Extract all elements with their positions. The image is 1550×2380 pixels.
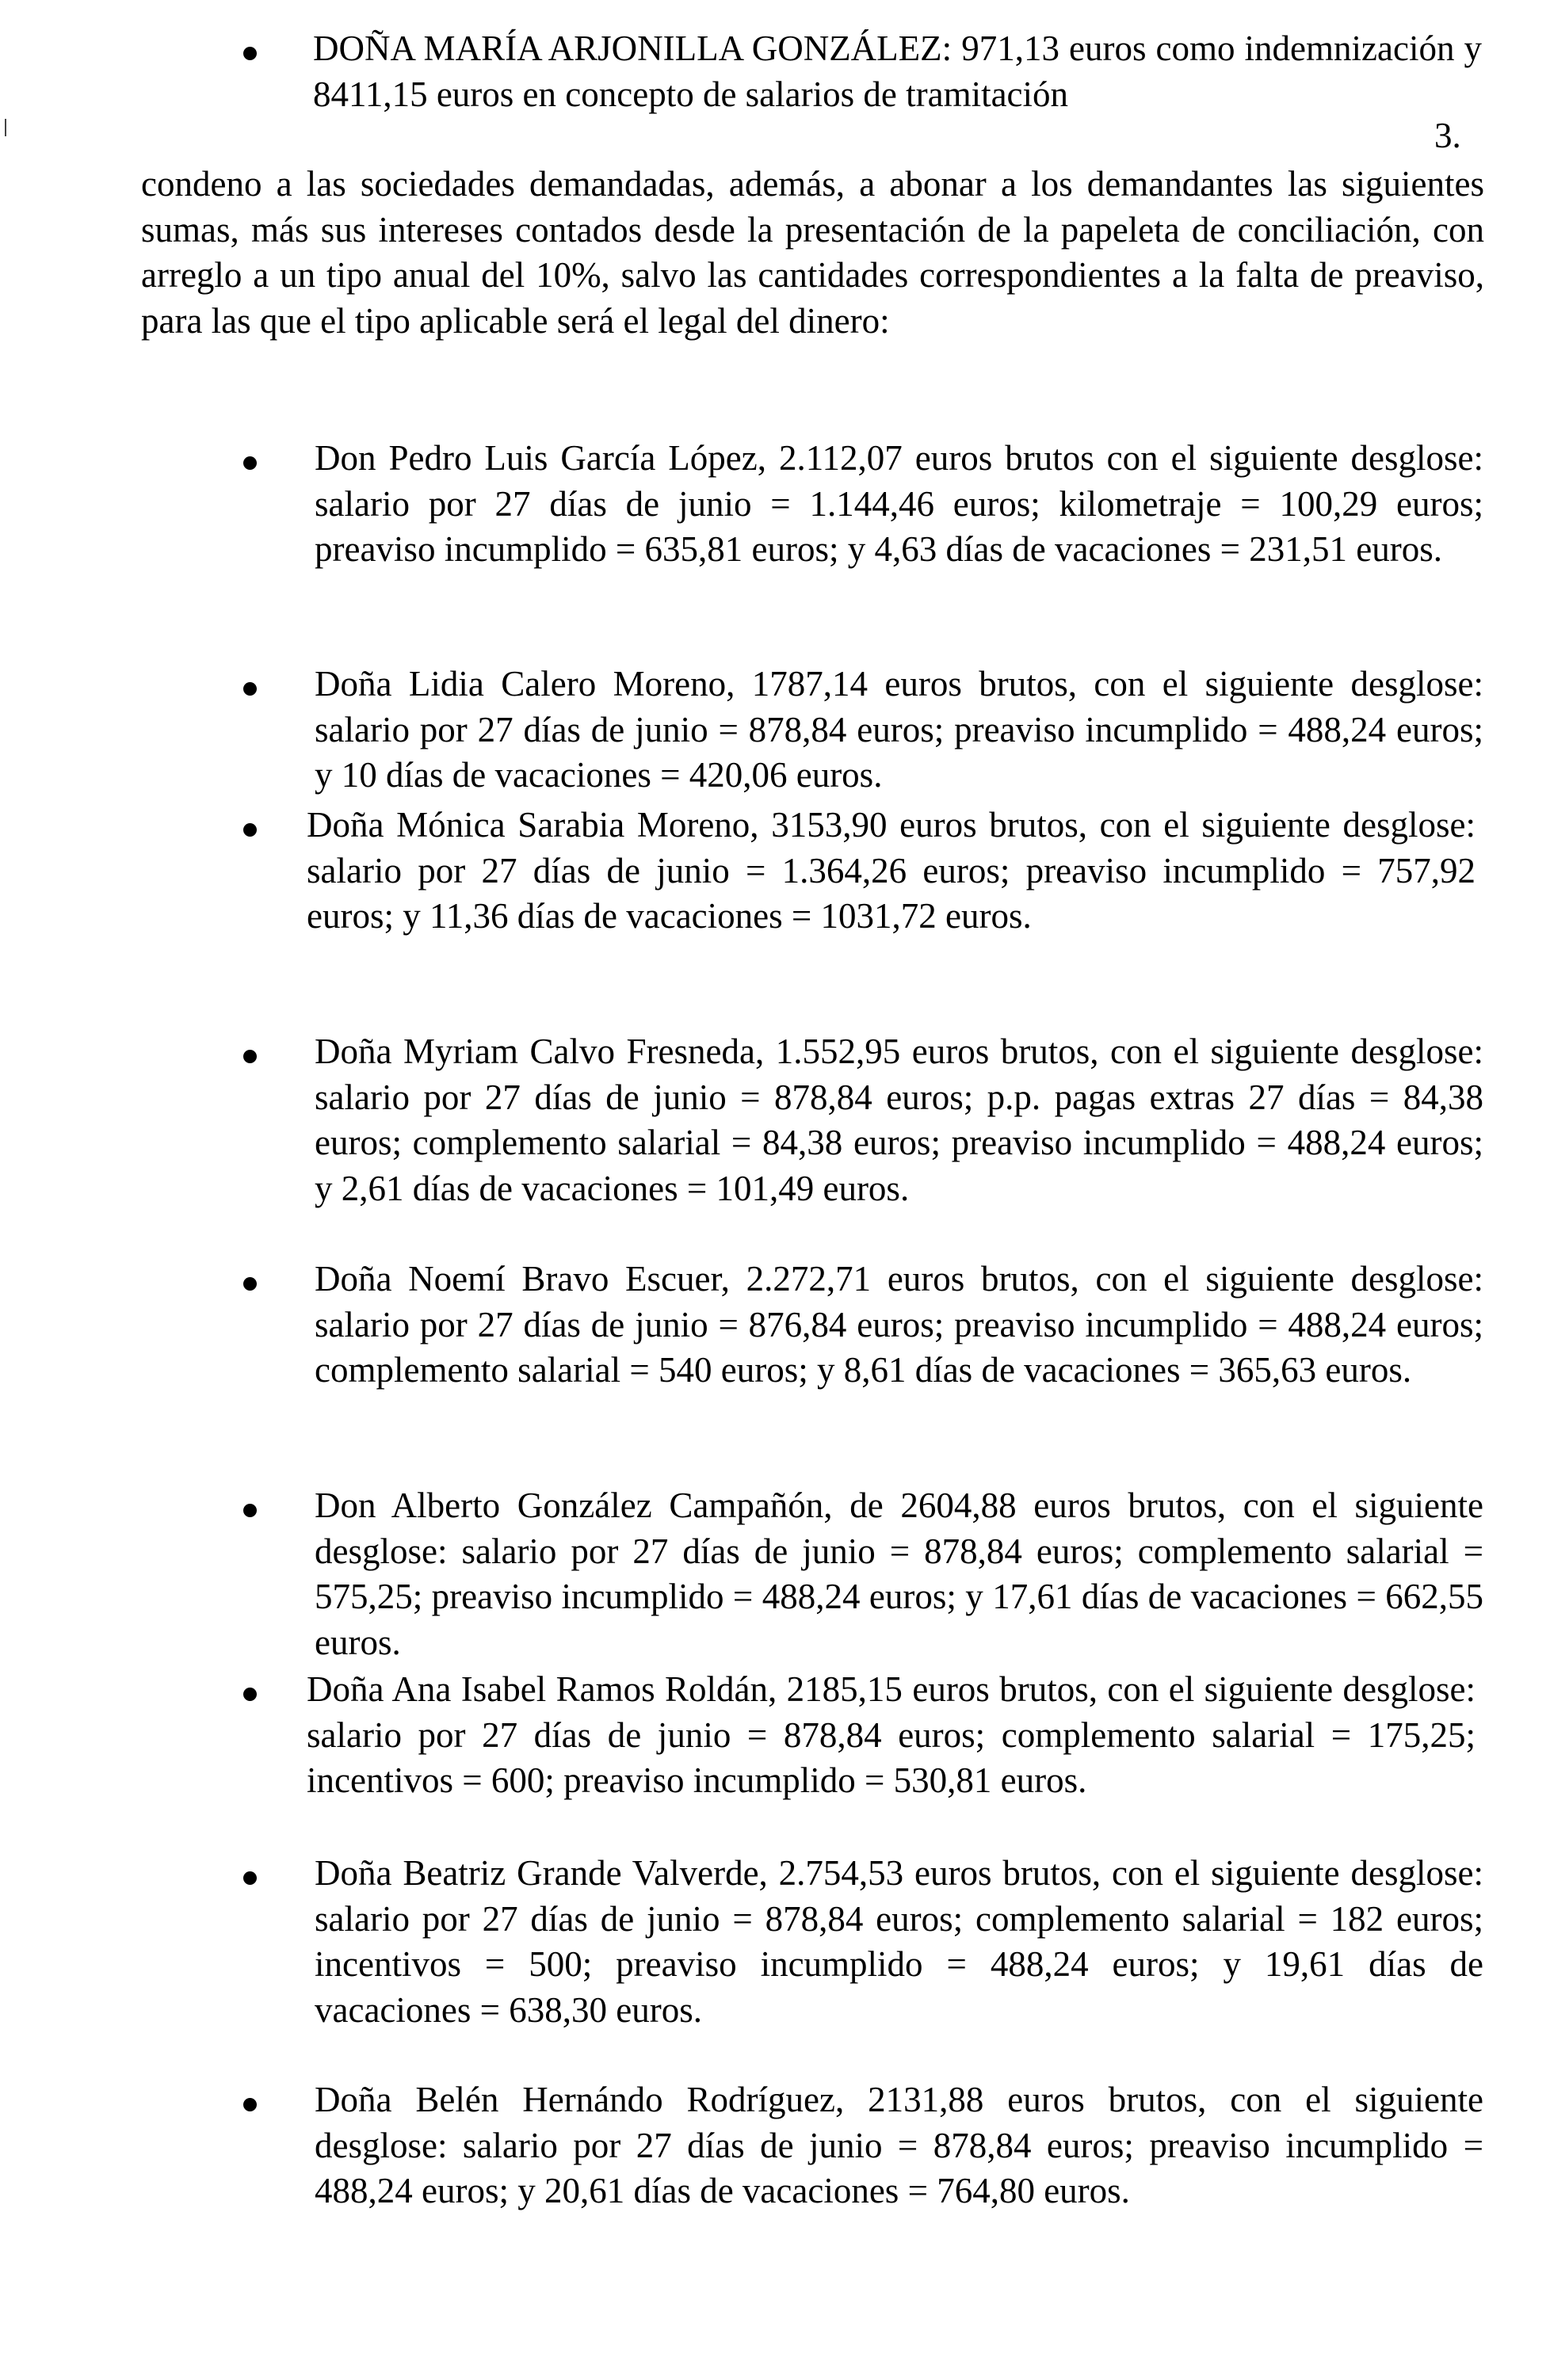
list-item-text: Doña Ana Isabel Ramos Roldán, 2185,15 euros brutos, con el siguiente desglose: salario por 27 días de junio = 878,84 euros; complemento salarial = 175,25; incentivos = 600; preaviso incumplido = 530,81 euros. [307,1669,1476,1800]
list-item-text: Don Pedro Luis García López, 2.112,07 euros brutos con el siguiente desglose: salario por 27 días de junio = 1.144,46 euros; kilometraje = 100,29 euros; preaviso incumplido = 635,81 euros; y 4,63 días de vacaciones = 231,51 euros. [315,438,1483,569]
bullet-icon [243,1050,257,1063]
bullet-icon [243,456,257,470]
bullet-icon [243,682,257,696]
bullet-icon [243,1504,257,1517]
list-item-text: DOÑA MARÍA ARJONILLA GONZÁLEZ: 971,13 euros como indemnización y 8411,15 euros en concepto de salarios de tramitación [313,29,1482,114]
list-item-text: Doña Belén Hernándo Rodríguez, 2131,88 euros brutos, con el siguiente desglose: salario por 27 días de junio = 878,84 euros; preaviso incumplido = 488,24 euros; y 20,61 días de vacaciones = 764,80 euros. [315,2080,1483,2210]
body-paragraph: condeno a las sociedades demandadas, además, a abonar a los demandantes las siguientes sumas, más sus intereses contados desde la presentación de la papeleta de conciliación, con arreglo a un tipo anual del 10%, salvo las cantidades correspondientes a la falta de preaviso, para las que el tipo aplicable será el legal del dinero: [141,164,1484,341]
list-item-text: Doña Lidia Calero Moreno, 1787,14 euros brutos, con el siguiente desglose: salario por 27 días de junio = 878,84 euros; preaviso incumplido = 488,24 euros; y 10 días de vacaciones = 420,06 euros. [315,664,1483,795]
list-item-text: Doña Beatriz Grande Valverde, 2.754,53 euros brutos, con el siguiente desglose: salario por 27 días de junio = 878,84 euros; complemento salarial = 182 euros; incentivos = 500; preaviso incumplido = 488,24 euros; y 19,61 días de vacaciones = 638,30 euros. [315,1853,1483,2030]
list-item-text: Doña Mónica Sarabia Moreno, 3153,90 euros brutos, con el siguiente desglose: salario por 27 días de junio = 1.364,26 euros; preaviso incumplido = 757,92 euros; y 11,36 días de vacaciones = 1031,72 euros. [307,805,1476,936]
bullet-icon [243,823,257,837]
list-item-text: Doña Myriam Calvo Fresneda, 1.552,95 euros brutos, con el siguiente desglose: salario por 27 días de junio = 878,84 euros; p.p. pagas extras 27 días = 84,38 euros; complemento salarial = 84,38 euros; preaviso incumplido = 488,24 euros; y 2,61 días de vacaciones = 101,49 euros. [315,1032,1483,1208]
bullet-icon [243,1688,257,1701]
scan-edge-mark [5,119,6,136]
list-item-text: Don Alberto González Campañón, de 2604,88 euros brutos, con el siguiente desglose: salario por 27 días de junio = 878,84 euros; complemento salarial = 575,25; preaviso incumplido = 488,24 euros; y 17,61 días de vacaciones = 662,55 euros. [315,1486,1483,1662]
section-number: 3. [1434,116,1461,155]
list-item-text: Doña Noemí Bravo Escuer, 2.272,71 euros brutos, con el siguiente desglose: salario por 27 días de junio = 876,84 euros; preaviso incumplido = 488,24 euros; complemento salarial = 540 euros; y 8,61 días de vacaciones = 365,63 euros. [315,1259,1483,1390]
bullet-icon [243,2098,257,2111]
bullet-icon [243,47,257,60]
bullet-icon [243,1277,257,1291]
bullet-icon [243,1871,257,1885]
